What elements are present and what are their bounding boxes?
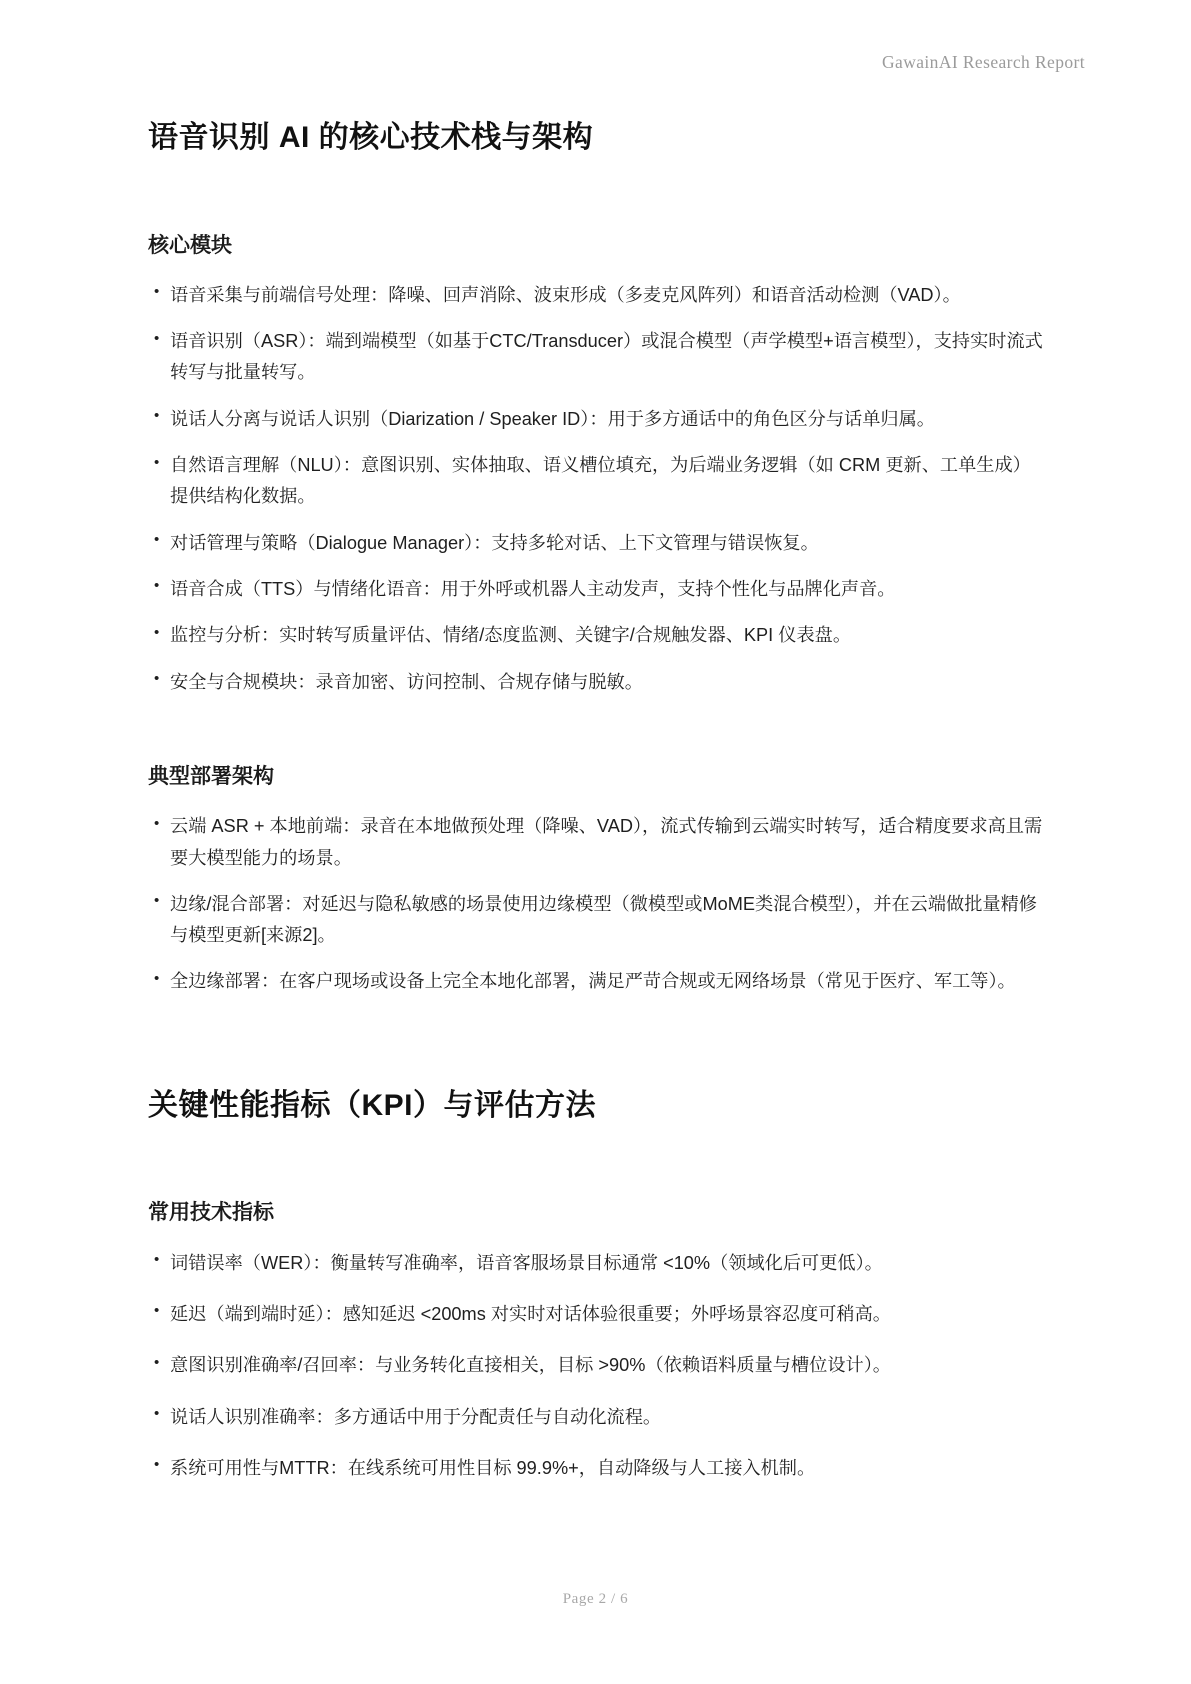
list-item: • 语音采集与前端信号处理：降噪、回声消除、波束形成（多麦克风阵列）和语音活动检测（VAD）。 [148, 280, 1046, 311]
section-deployment-architecture [148, 762, 1046, 998]
spacer [148, 998, 1046, 1086]
running-header: GawainAI Research Report [882, 52, 1085, 72]
section-heading: 常用技术指标 [148, 1201, 274, 1225]
page-title-secondary: 关键性能指标（KPI）与评估方法 [148, 1088, 597, 1122]
list-item: • 全边缘部署：在客户现场或设备上完全本地化部署，满足严苛合规或无网络场景（常见于医疗、军工等）。 [148, 966, 1046, 997]
list-item: • 系统可用性与MTTR：在线系统可用性目标 99.9%+，自动降级与人工接入机制。 [148, 1453, 1046, 1484]
list-item: • 语音合成（TTS）与情绪化语音：用于外呼或机器人主动发声，支持个性化与品牌化声音。 [148, 574, 1046, 605]
list-item: • 自然语言理解（NLU）：意图识别、实体抽取、语义槽位填充，为后端业务逻辑（如 CRM 更新、工单生成）提供结构化数据。 [148, 450, 1046, 513]
list-item: • 边缘/混合部署：对延迟与隐私敏感的场景使用边缘模型（微模型或MoME类混合模型），并在云端做批量精修与模型更新[来源2]。 [148, 889, 1046, 952]
list-item: • 词错误率（WER）：衡量转写准确率，语音客服场景目标通常 <10%（领域化后可更低）。 [148, 1248, 1046, 1279]
list-item: • 说话人识别准确率：多方通话中用于分配责任与自动化流程。 [148, 1402, 1046, 1433]
page-footer: Page 2 / 6 [562, 1591, 629, 1607]
list-item: • 说话人分离与说话人识别（Diarization / Speaker ID）：用于多方通话中的角色区分与话单归属。 [148, 404, 1046, 435]
section-heading: 典型部署架构 [148, 764, 274, 788]
section-core-modules [148, 231, 1046, 698]
list-item: • 安全与合规模块：录音加密、访问控制、合规存储与脱敏。 [148, 667, 1046, 698]
list-item: • 延迟（端到端时延）：感知延迟 <200ms 对实时对话体验很重要；外呼场景容忍度可稍高。 [148, 1299, 1046, 1330]
bullet-list-metrics [148, 1248, 1046, 1484]
bullet-list-deployment [148, 811, 1046, 997]
spacer [148, 1126, 1046, 1198]
section-common-metrics [148, 1198, 1046, 1484]
list-item: • 监控与分析：实时转写质量评估、情绪/态度监测、关键字/合规触发器、KPI 仪表盘。 [148, 620, 1046, 651]
list-item: • 意图识别准确率/召回率：与业务转化直接相关，目标 >90%（依赖语料质量与槽位设计）。 [148, 1350, 1046, 1381]
bullet-list-core-modules [148, 280, 1046, 698]
spacer [148, 698, 1046, 762]
list-item: • 云端 ASR + 本地前端：录音在本地做预处理（降噪、VAD），流式传输到云端实时转写，适合精度要求高且需要大模型能力的场景。 [148, 811, 1046, 874]
spacer [148, 159, 1046, 231]
list-item: • 对话管理与策略（Dialogue Manager）：支持多轮对话、上下文管理与错误恢复。 [148, 528, 1046, 559]
list-item: • 语音识别（ASR）：端到端模型（如基于CTC/Transducer）或混合模型（声学模型+语言模型），支持实时流式转写与批量转写。 [148, 326, 1046, 389]
document-content [148, 118, 1046, 1504]
section-heading: 核心模块 [148, 233, 232, 257]
page-title: 语音识别 AI 的核心技术栈与架构 [148, 121, 594, 154]
